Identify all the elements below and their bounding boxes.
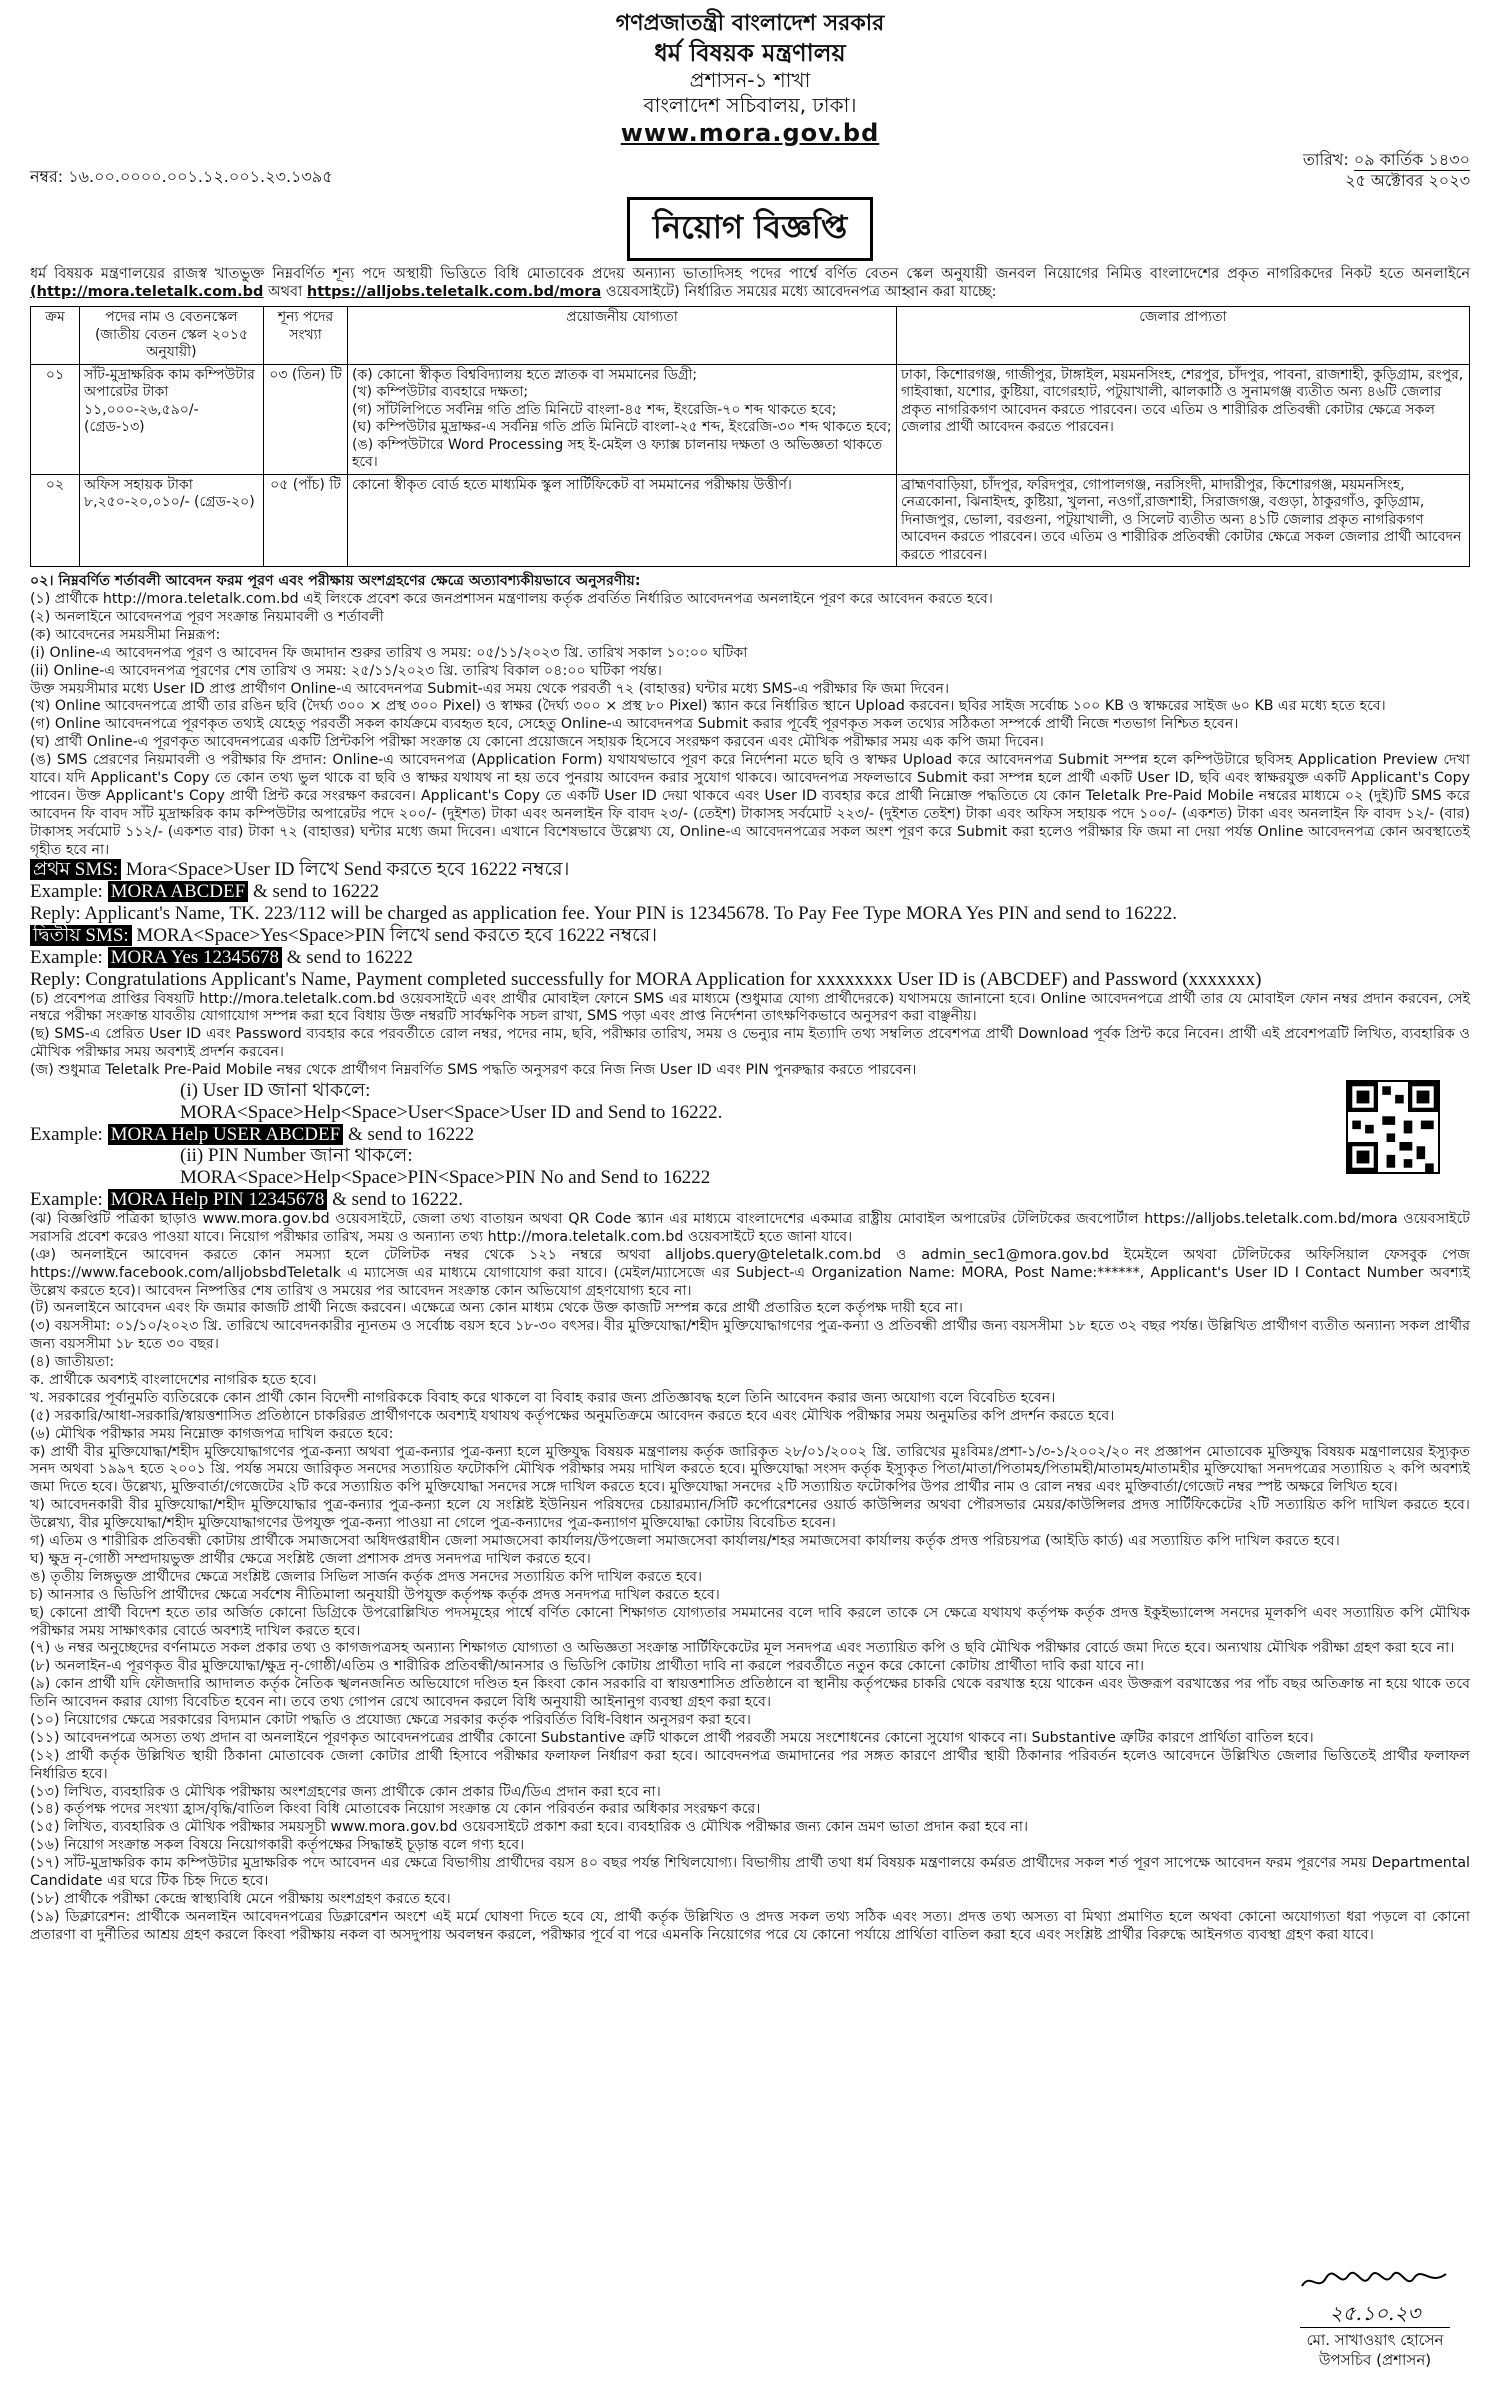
date-english: ২৫ অক্টোবর ২০২৩ (1345, 170, 1470, 190)
example-tail: & send to 16222 (347, 1123, 475, 1145)
condition-item: ছ) কোনো প্রার্থী বিদেশ হতে তার অর্জিত কোনো ডিগ্রিকে উপরোল্লিখিত পদসমূহের পার্শ্বে বর্ণিত কোনো শিক্ষাগত যোগ্যতার সমমানের বলে দাবি করলে তাকে সে ক্ষেত্রে যথাযথ কর্তৃপক্ষ কর্তৃক প্রদত্ত ইকুইভ্যালেন্স সনদের মূলকপি এবং সত্যায়িত কপি মৌখিক পরীক্ষার সময় সাক্ষাৎকার বোর্ডে অবশ্যই দাখিল করতে হবে। (30, 1604, 1470, 1639)
condition-item: (১৬) নিয়োগ সংক্রান্ত সকল বিষয়ে নিয়োগকারী কর্তৃপক্ষের সিদ্ধান্তই চূড়ান্ত বলে গণ্য হবে। (30, 1837, 525, 1854)
recovery-pin-head: (ii) PIN Number জানা থাকলে: (180, 1145, 413, 1167)
condition-item: (১) প্রার্থীকে http://mora.teletalk.com.bd এই লিংকে প্রবেশ করে জনপ্রশাসন মন্ত্রণালয় কর্তৃক প্রবর্তিত নির্ধারিত আবেদনপত্র অনলাইনে পূরণ করে আবেদন করতে হবে। (30, 591, 993, 608)
intro-tail: ওয়েবসাইটে) নির্ধারিত সময়ের মধ্যে আবেদনপত্র আহ্বান করা যাচ্ছে: (605, 284, 997, 301)
condition-item: (৮) অনলাইন-এ পূরণকৃত বীর মুক্তিযোদ্ধা/ক্ষুদ্র নৃ-গোষ্ঠী/এতিম ও শারীরিক প্রতিবন্ধী/আনসার ও ভিডিপি কোটায় প্রার্থীতা দাবি না করলে পরবর্তীতে নতুন করে কোনো কোটায় প্রার্থীতা দাবি করা যাবে না। (30, 1658, 1145, 1675)
recovery-pin-format: MORA<Space>Help<Space>PIN<Space>PIN No and Send to 16222 (180, 1167, 711, 1189)
condition-item: খ. সরকারের পূর্বানুমতি ব্যতিরেকে কোন প্রার্থী কোন বিদেশী নাগরিককে বিবাহ করে থাকলে বা বিবাহ করার জন্য প্রতিজ্ঞাবদ্ধ হলে তিনি আবেদন করার জন্য অযোগ্য বলে বিবেচিত হবেন। (30, 1389, 1056, 1406)
condition-item: খ) আবেদনকারী বীর মুক্তিযোদ্ধা/শহীদ মুক্তিযোদ্ধার পুত্র-কন্যার পুত্র-কন্যা হলে যে সংশ্লিষ্ট ইউনিয়ন পরিষদের চেয়ারম্যান/সিটি কর্পোরেশনের ওয়ার্ড কাউন্সিলর অথবা পৌরসভার মেয়র/কাউন্সিলর প্রদত্ত সার্টিফিকেটের ২টি সত্যায়িত কপি দাখিল করতে হবে। উল্লেখ্য, বীর মুক্তিযোদ্ধা/শহীদ মুক্তিযোদ্ধাগণের উপযুক্ত পুত্র-কন্যা পাওয়া না গেলে পুত্র-কন্যাদের পুত্র-কন্যাগণ মুক্তিযোদ্ধা কোটায় বিবেচিত হবেন। (30, 1497, 1470, 1532)
table-row (31, 474, 1470, 567)
section-heading: ০২। নিম্নবর্ণিত শর্তাবলী আবেদন ফরম পূরণ এবং পরীক্ষায় অংশগ্রহণের ক্ষেত্রে অত্যাবশ্যকীয়ভাবে অনুসরণীয়: (30, 573, 641, 590)
condition-item: (৭) ৬ নম্বর অনুচ্ছেদের বর্ণনামতে সকল প্রকার তথ্য ও কাগজপত্রসহ অন্যান্য শিক্ষাগত যোগ্যতা ও অভিজ্ঞতা সংক্রান্ত সার্টিফিকেটের মূল সনদপত্র এবং সত্যায়িত কপি ও ছবি মৌখিক পরীক্ষার বোর্ডে জমা দিতে হবে। অন্যথায় মৌখিক পরীক্ষা গ্রহণ করা হবে না। (30, 1640, 1455, 1657)
sms2-label: দ্বিতীয় SMS: (30, 925, 132, 946)
condition-item: (ঙ) SMS প্রেরণের নিয়মাবলী ও পরীক্ষার ফি প্রদান: Online-এ আবেদনপত্র (Application Form) যথাযথভাবে পূরণ করে নির্দেশনা মতে ছবি ও স্বাক্ষর Upload করে আবেদনপত্র Submit সম্পন্ন হলে কম্পিউটারে ছবিসহ Application Preview দেখা যাবে। যদি Applicant's Copy তে কোন তথ্য ভুল থাকে বা ছবি ও স্বাক্ষর যথাযথ না হয় তবে পুনরায় আবেদন করার সুযোগ থাকবে। আবেদনপত্র সফলভাবে Submit করা সম্পন্ন হলে প্রার্থী একটি User ID, ছবি এবং স্বাক্ষরযুক্ত একটি Applicant's Copy পাবেন। উক্ত Applicant's Copy প্রার্থী প্রিন্ট করে সংরক্ষণ করবেন। Applicant's Copy তে একটি User ID দেয়া থাকবে এবং User ID ব্যবহার করে প্রার্থী নিম্নোক্ত পদ্ধতিতে যে কোন Teletalk Pre-Paid Mobile নম্বরের মাধ্যমে ০২ (দুই)টি SMS করে আবেদন ফি বাবদ সাঁট মুদ্রাক্ষরিক কাম কম্পিউটার অপারেটর পদে ২০০/- (দুইশত) টাকা এবং অনলাইন ফি বাবদ ২৩/- (তেইশ) টাকাসহ সর্বমোট ২২৩/- (দুইশত তেইশ) টাকা এবং অফিস সহায়ক পদে ১০০/- (একশত) টাকা এবং অনলাইন ফি বাবদ ১২/- (বার) টাকাসহ সর্বমোট ১১২/- (একশত বার) টাকা ৭২ (বাহাত্তর) ঘন্টার মধ্যে জমা দিবেন। এখানে বিশেষভাবে উল্লেখ্য যে, Online-এ আবেদনপত্রের সকল অংশ পূরণ করে Submit করা হলেও পরীক্ষার ফি জমা না দেয়া পর্যন্ত Online আবেদনপত্র কোন অবস্থাতেই গৃহীত হবে না। (30, 752, 1470, 858)
signature-date: ২৫.১০.২৩ (1329, 2300, 1421, 2325)
row-districts: ঢাকা, কিশোরগঞ্জ, গাজীপুর, টাঙ্গাইল, ময়মনসিংহ, শেরপুর, চাঁদপুর, পাবনা, রাজশাহী, কুড়িগ্রাম, রংপুর, গাইবান্ধা, যশোর, কুষ্টিয়া, বাগেরহাট, পটুয়াখালী, ঝালকাঠি ও সুনামগঞ্জ ব্যতীত অন্য ৪৬টি জেলার প্রকৃত নাগরিকগণ আবেদন করতে পারবেন। তবে এতিম ও শারীরিক প্রতিবন্ধী কোটার ক্ষেত্রে সকল জেলার প্রার্থী আবেদন করতে পারবেন। (897, 364, 1470, 474)
condition-item: (ঞ) অনলাইনে আবেদন করতে কোন সমস্যা হলে টেলিটক নম্বর থেকে ১২১ নম্বরে অথবা alljobs.query@teletalk.com.bd ও admin_sec1@mora.gov.bd ইমেইলে অথবা টেলিটকের অফিসিয়াল ফেসবুক পেজ https://www.facebook.com/alljobsbdTeletalk এ ম্যাসেজ এর মাধ্যমে যোগাযোগ করা যাবে। (মেইল/ম্যাসেজে এর Subject-এ Organization Name: MORA, Post Name:******, Applicant's User ID I Contact Number অবশ্যই উল্লেখ করতে হবে)। আবেদন নিষ্পত্তির শেষ তারিখ ও সময়ের পর আবেদন সংক্রান্ত কোন অভিযোগ গ্রহণযোগ্য হবে না। (30, 1246, 1470, 1299)
recovery-pin-code: MORA Help PIN 12345678 (108, 1189, 328, 1210)
sms1-example-code: MORA ABCDEF (108, 881, 249, 902)
example-label: Example: (30, 1123, 103, 1145)
intro-link-teletalk[interactable]: (http://mora.teletalk.com.bd (30, 284, 264, 301)
signature-scribble-icon (1300, 2268, 1450, 2294)
col-count: শূন্য পদের সংখ্যা (264, 307, 348, 365)
date-label: তারিখ: (1302, 149, 1349, 169)
sms2-format: MORA<Space>Yes<Space>PIN লিখে send করতে হবে 16222 নম্বরে। (136, 924, 658, 946)
notice-page (30, 10, 1470, 2390)
sms2-example-code: MORA Yes 12345678 (108, 947, 282, 968)
sms2-example (30, 947, 1470, 969)
ministry-name: ধর্ম বিষয়ক মন্ত্রণালয় (654, 38, 846, 67)
table-row (31, 364, 1470, 474)
condition-item: (১৫) লিখিত, ব্যবহারিক ও মৌখিক পরীক্ষার সময়সূচী www.mora.gov.bd ওয়েবসাইটে প্রকাশ করা হবে। ব্যবহারিক ও মৌখিক পরীক্ষার জন্য কোন ভ্রমণ ভাতা প্রদান করা হবে না। (30, 1819, 1029, 1836)
govt-name: গণপ্রজাতন্ত্রী বাংলাদেশ সরকার (615, 11, 885, 36)
condition-item: ক) প্রার্থী বীর মুক্তিযোদ্ধা/শহীদ মুক্তিযোদ্ধাগণের পুত্র-কন্যা অথবা পুত্র-কন্যার পুত্র-কন্যা হলে মুক্তিযুদ্ধ বিষয়ক মন্ত্রণালয় কর্তৃক জারিকৃত ২৮/০১/২০০২ খ্রি. তারিখের মুঃবিমঃ/প্রশা-১/৩-১/২০০২/২০ নং প্রজ্ঞাপন মোতাবেক মুক্তিযুদ্ধ বিষয়ক মন্ত্রণালয়ের ইস্যুকৃত সনদ অথবা ১৯৯৭ হতে ২০০১ খ্রি. পর্যন্ত সময়ে জারিকৃত সনদের সত্যায়িত ফটোকপি মৌখিক পরীক্ষার সময় দাখিল করতে হবে। মুক্তিযোদ্ধা সংসদ কর্তৃক ইস্যুকৃত পিতা/মাতা/পিতামহ/পিতামহী/মাতামহ/মাতামহীর মুক্তিযোদ্ধা সনদপত্রের সত্যায়িত ২ কপি অবশ্যই জমা দিতে হবে। উল্লেখ্য, মুক্তিবার্তা/গেজেটের ২টি করে সত্যায়িত কপি মুক্তিযোদ্ধা সনদের সঙ্গে দাখিল করতে হবে। মুক্তিযোদ্ধা সনদের ২টি সত্যায়িত ফটোকপির উপর প্রার্থীর নাম ও রোল নম্বর এবং মুক্তিবার্তা/গেজেট নম্বর স্পষ্ট অক্ষরে লিখিত হবে। (30, 1443, 1470, 1496)
recovery-userid-example (30, 1124, 1470, 1146)
sms1-reply: Reply: Applicant's Name, TK. 223/112 will be charged as application fee. Your PIN is 12345678. To Pay Fee Type MORA Yes PIN and send to 16222. (30, 903, 1178, 925)
condition-item: ক. প্রার্থীকে অবশ্যই বাংলাদেশের নাগরিক হতে হবে। (30, 1372, 317, 1389)
condition-item: (১৩) লিখিত, ব্যবহারিক ও মৌখিক পরীক্ষায় অংশগ্রহণের জন্য প্রার্থীকে কোন প্রকার টিএ/ডিএ প্রদান করা হবে না। (30, 1783, 661, 1800)
condition-item: (ট) অনলাইনে আবেদন এবং ফি জমার কাজটি প্রার্থী নিজে করবেন। এক্ষেত্রে অন্য কোন মাধ্যম থেকে উক্ত কাজটি সম্পন্ন করে প্রার্থী প্রতারিত হলে কর্তৃপক্ষ দায়ী হবে না। (30, 1300, 963, 1317)
example-label: Example: (30, 881, 103, 903)
qualification-item: (গ) সাঁটলিপিতে সর্বনিম্ন গতি প্রতি মিনিটে বাংলা-৪৫ শব্দ, ইংরেজি-৭০ শব্দ থাকতে হবে; (352, 401, 837, 418)
signatory-name: মো. সাখাওয়াৎ হোসেন (1300, 2327, 1450, 2350)
condition-item: (খ) Online আবেদনপত্রে প্রার্থী তার রঙিন ছবি (দৈর্ঘ্য ৩০০ × প্রস্থ ৩০০ Pixel) ও স্বাক্ষর (দৈর্ঘ্য ৩০০ × প্রস্থ ৮০ Pixel) স্ক্যান করে নির্ধারিত স্থানে Upload করবেন। ছবির সাইজ সর্বোচ্চ ১০০ KB ও স্বাক্ষরের সাইজ ৬০ KB এর মধ্যে হতে হবে। (30, 698, 1386, 715)
condition-item: (৯) কোন প্রার্থী যদি ফৌজদারি আদালত কর্তৃক নৈতিক স্খলনজনিত অভিযোগে দণ্ডিত হন কিংবা কোন সরকারি বা স্বায়ত্তশাসিত প্রতিষ্ঠানে বা স্থানীয় কর্তৃপক্ষের চাকরি থেকে বরখাস্ত হয়ে থাকেন এবং উক্তরূপ বরখাস্তের পর পাঁচ বছর অতিক্রান্ত না হয়ে থাকে তবে তিনি আবেদন করার যোগ্য বিবেচিত হবেন না। তবে তথ্য গোপন রেখে আবেদন করলে বিধি অনুযায়ী আইনানুগ ব্যবস্থা গ্রহণ করা হবে। (30, 1676, 1470, 1711)
condition-item: (ছ) SMS-এ প্রেরিত User ID এবং Password ব্যবহার করে পরবর্তীতে রোল নম্বর, পদের নাম, ছবি, পরীক্ষার তারিখ, সময় ও ভেন্যুর নাম ইত্যাদি তথ্য সম্বলিত প্রবেশপত্র প্রার্থী Download পূর্বক প্রিন্ট করে নিবেন। প্রার্থী এই প্রবেশপত্রটি লিখিত, ব্যবহারিক ও মৌখিক পরীক্ষার সময় অবশ্যই প্রদর্শন করবেন। (30, 1026, 1470, 1061)
intro-paragraph (30, 265, 1470, 303)
condition-item: (i) Online-এ আবেদনপত্র পূরণ ও আবেদন ফি জমাদান শুরুর তারিখ ও সময়: ০৫/১১/২০২৩ খ্রি. তারিখ সকাল ১০:০০ ঘটিকা (30, 644, 748, 661)
ministry-website[interactable]: www.mora.gov.bd (620, 118, 880, 147)
recovery-userid-head: (i) User ID জানা থাকলে: (180, 1079, 371, 1101)
condition-item: (গ) Online আবেদনপত্রে পূরণকৃত তথ্যই যেহেতু পরবর্তী সকল কার্যক্রমে ব্যবহৃত হবে, সেহেতু Online-এ আবেদনপত্র Submit করার পূর্বেই পূরণকৃত সকল তথ্যের সঠিকতা সম্পর্কে প্রার্থী নিজে শতভাগ নিশ্চিত হবেন। (30, 716, 1239, 733)
col-serial: ক্রম (31, 307, 80, 365)
condition-item: (৪) জাতীয়তা: (30, 1354, 115, 1371)
sms1-format: Mora<Space>User ID লিখে Send করতে হবে 16222 নম্বরে। (125, 859, 570, 881)
condition-item: (১৮) প্রার্থীকে পরীক্ষা কেন্দ্রে স্বাস্থ্যবিধি মেনে পরীক্ষায় অংশগ্রহণ করতে হবে। (30, 1890, 451, 1907)
example-label: Example: (30, 1189, 103, 1211)
recovery-pin-example (30, 1189, 1470, 1211)
row-count: ০৫ (পাঁচ) টি (264, 474, 348, 567)
notice-title: নিয়োগ বিজ্ঞপ্তি (627, 197, 873, 261)
condition-item: উক্ত সময়সীমার মধ্যে User ID প্রাপ্ত প্রার্থীগণ Online-এ আবেদনপত্র Submit-এর সময় থেকে পরবর্তী ৭২ (বাহাত্তর) ঘন্টার মধ্যে SMS-এ পরীক্ষার ফি জমা দিবেন। (30, 680, 950, 697)
intro-link-alljobs[interactable]: https://alljobs.teletalk.com.bd/mora (306, 284, 602, 301)
recovery-instructions (30, 1080, 1470, 1211)
qualification-item: (ঘ) কম্পিউটার মুদ্রাক্ষর-এ সর্বনিম্ন গতি প্রতি মিনিটে বাংলা-২৫ শব্দ, ইংরেজি-৩০ শব্দ থাকতে হবে; (352, 419, 892, 436)
row-qualification (348, 474, 897, 567)
condition-item: (১৭) সাঁট-মুদ্রাক্ষরিক কাম কম্পিউটার মুদ্রাক্ষরিক পদে আবেদন এর ক্ষেত্রে বিভাগীয় প্রার্থীদের বয়স ৪০ বছর পর্যন্ত শিথিলযোগ্য। বিভাগীয় প্রার্থী তথা ধর্ম বিষয়ক মন্ত্রণালয়ে কর্মরত প্রার্থীদের সকল শর্ত পূরণ সাপেক্ষে আবেদন ফরম পূরণের সময় Departmental Candidate এর ঘরে টিক চিহ্ন দিতে হবে। (30, 1855, 1470, 1889)
condition-item: (ক) আবেদনের সময়সীমা নিম্নরূপ: (30, 626, 221, 643)
signature-block (1300, 2268, 1450, 2370)
recovery-userid-format: MORA<Space>Help<Space>User<Space>User ID and Send to 16222. (180, 1101, 723, 1123)
conditions-section (30, 573, 1470, 1944)
date-bangla: ০৯ কার্তিক ১৪৩০ (1353, 149, 1470, 169)
condition-item: ঘ) ক্ষুদ্র নৃ-গোষ্ঠী সম্প্রদায়ভুক্ত প্রার্থীর ক্ষেত্রে সংশ্লিষ্ট জেলা প্রশাসক প্রদত্ত সনদপত্র দাখিল করতে হবে। (30, 1550, 591, 1567)
example-tail: & send to 16222 (286, 946, 413, 968)
branch-name: প্রশাসন-১ শাখা (689, 67, 811, 92)
row-serial: ০২ (31, 474, 80, 567)
condition-item: (৩) বয়সসীমা: ০১/১০/২০২৩ খ্রি. তারিখে আবেদনকারীর ন্যূনতম ও সর্বোচ্চ বয়স হবে ১৮-৩০ বৎসর। বীর মুক্তিযোদ্ধা/শহীদ মুক্তিযোদ্ধাগণের পুত্র-কন্যা ও প্রতিবন্ধী প্রার্থীর জন্য বয়সসীমা ১৮ হতে ৩২ বছর পর্যন্ত। উল্লিখিত প্রার্থীগণ ব্যতীত অন্যান্য সকল প্রার্থীর জন্য বয়সসীমা ১৮ হতে ৩০ বছর। (30, 1318, 1470, 1353)
condition-item: (চ) প্রবেশপত্র প্রাপ্তির বিষয়টি http://mora.teletalk.com.bd ওয়েবসাইটে এবং প্রার্থীর মোবাইল ফোনে SMS এর মাধ্যমে (শুধুমাত্র যোগ্য প্রার্থীদেরকে) যথাসময়ে জানানো হবে। Online আবেদনপত্রে প্রার্থী তার যে মোবাইল ফোন নম্বর প্রদান করবেন, সেই নম্বরে পরীক্ষা সংক্রান্ত যাবতীয় যোগাযোগ সম্পন্ন করা হবে বিধায় উক্ত নম্বরটি সার্বক্ষণিক সচল রাখা, SMS পড়া এবং প্রাপ্ত নির্দেশনা তাৎক্ষণিকভাবে অনুসরণ করা বাঞ্ছনীয়। (30, 990, 1470, 1025)
condition-item: (ঘ) প্রার্থী Online-এ পূরণকৃত আবেদনপত্রের একটি প্রিন্টকপি পরীক্ষা সংক্রান্ত যে কোনো প্রয়োজনে সহায়ক হিসেবে সংরক্ষণ করবেন এবং মৌখিক পরীক্ষার সময় এক কপি জমা দিবেন। (30, 734, 1044, 751)
row-count: ০৩ (তিন) টি (264, 364, 348, 474)
signatory-designation: উপসচিব (প্রশাসন) (1318, 2350, 1432, 2369)
row-districts: ব্রাহ্মণবাড়িয়া, চাঁদপুর, ফরিদপুর, গোপালগঞ্জ, নরসিংদী, মাদারীপুর, কিশোরগঞ্জ, ময়মনসিংহ, নেত্রকোনা, ঝিনাইদহ, কুষ্টিয়া, খুলনা, নওগাঁ,রাজশাহী, সিরাজগঞ্জ, বগুড়া, ঠাকুরগাঁও, কুড়িগ্রাম, দিনাজপুর, ভোলা, বরগুনা, পটুয়াখালী, ও সিলেট ব্যতীত অন্য ৪১টি জেলার প্রকৃত নাগরিকগণ আবেদন করতে পারবেন। তবে এতিম ও শারীরিক প্রতিবন্ধী কোটার ক্ষেত্রে সকল জেলার প্রার্থী আবেদন করতে পারবেন। (897, 474, 1470, 567)
sms1-line (30, 859, 1470, 881)
condition-item: ঙ) তৃতীয় লিঙ্গভুক্ত প্রার্থীদের ক্ষেত্রে সংশ্লিষ্ট জেলার সিভিল সার্জন কর্তৃক প্রদত্ত সনদের সত্যায়িত কপি দাখিল করতে হবে। (30, 1568, 703, 1585)
condition-item: (১৪) কর্তৃপক্ষ পদের সংখ্যা হ্রাস/বৃদ্ধি/বাতিল কিংবা বিধি মোতাবেক নিয়োগ সংক্রান্ত যে কোন পরিবর্তন করার অধিকার সংরক্ষণ করে। (30, 1801, 761, 1818)
condition-item: (ii) Online-এ আবেদনপত্র পূরণের শেষ তারিখ ও সময়: ২৫/১১/২০২৩ খ্রি. তারিখ বিকাল ০৪:০০ ঘটিকা পর্যন্ত। (30, 662, 662, 679)
condition-item: (ঝ) বিজ্ঞপ্তিটি পত্রিকা ছাড়াও www.mora.gov.bd ওয়েবসাইটে, জেলা তথ্য বাতায়ন অথবা QR Code স্ক্যান এর মাধ্যমে বাংলাদেশের একমাত্র রাষ্ট্রীয় মোবাইল অপারেটর টেলিটকের জবপোর্টাল https://alljobs.teletalk.com.bd/mora ওয়েবসাইটে সরাসরি প্রবেশ করেও পাওয়া যাবে। নিয়োগ পরীক্ষার তারিখ, সময় ও অন্যান্য তথ্য http://mora.teletalk.com.bd ওয়েবসাইটে হতে জানা যাবে। (30, 1211, 1470, 1245)
row-post: অফিস সহায়ক টাকা ৮,২৫০-২০,০১০/- (গ্রেড-২০) (80, 474, 264, 567)
condition-item: (১২) প্রার্থী কর্তৃক উল্লিখিত স্থায়ী ঠিকানা মোতাবেক জেলা কোটার প্রার্থী হিসাবে পরীক্ষার ফলাফল নির্ধারণ করা হবে। আবেদনপত্র জমাদানের পর সঙ্গত কারণে প্রার্থীর স্থায়ী ঠিকানার পরিবর্তন হলেও আবেদনে উল্লিখিত জেলার ভিত্তিতেই প্রার্থীর ফলাফল নির্ধারিত হবে। (30, 1747, 1470, 1782)
condition-item: (২) অনলাইনে আবেদনপত্র পূরণ সংক্রান্ত নিয়মাবলী ও শর্তাবলী (30, 608, 384, 625)
reference-row (30, 150, 1470, 191)
row-qualification (348, 364, 897, 474)
condition-item: (১০) নিয়োগের ক্ষেত্রে সরকারের বিদ্যমান কোটা পদ্ধতি ও প্রযোজ্য ক্ষেত্রে সরকার কর্তৃক পরিবর্তিত বিধি-বিধান অনুসরণ করা হবে। (30, 1711, 751, 1728)
intro-or: অথবা (268, 284, 303, 301)
qualification-item: (খ) কম্পিউটার ব্যবহারে দক্ষতা; (352, 384, 529, 401)
office-address: বাংলাদেশ সচিবালয়, ঢাকা। (643, 92, 857, 117)
qr-code-icon[interactable] (1346, 1080, 1440, 1174)
qualification-item: (ক) কোনো স্বীকৃত বিশ্ববিদ্যালয় হতে স্নাতক বা সমমানের ডিগ্রী; (352, 366, 698, 383)
row-serial: ০১ (31, 364, 80, 474)
example-label: Example: (30, 946, 103, 968)
recovery-userid-code: MORA Help USER ABCDEF (108, 1124, 344, 1145)
condition-item: চ) আনসার ও ভিডিপি প্রার্থীদের ক্ষেত্রে সর্বশেষ নীতিমালা অনুযায়ী উপযুক্ত কর্তৃপক্ষ কর্তৃক প্রদত্ত সনদপত্র দাখিল করতে হবে। (30, 1586, 720, 1603)
intro-text: ধর্ম বিষয়ক মন্ত্রণালয়ের রাজস্ব খাতভুক্ত নিম্নবর্ণিত শূন্য পদে অস্থায়ী ভিত্তিতে বিধি মোতাবেক প্রদেয় অন্যান্য ভাতাদিসহ পদের পার্শ্বে বর্ণিত বেতন স্কেল অনুযায়ী জনবল নিয়োগের নিমিত্ত বাংলাদেশের প্রকৃত নাগরিকদের নিকট হতে অনলাইনে (30, 265, 1470, 282)
condition-item: (জ) শুধুমাত্র Teletalk Pre-Paid Mobile নম্বর থেকে প্রার্থীগণ নিম্নবর্ণিত SMS পদ্ধতি অনুসরণ করে নিজ নিজ User ID এবং PIN পুনরুদ্ধার করতে পারবেন। (30, 1062, 917, 1079)
example-tail: & send to 16222. (332, 1189, 463, 1211)
condition-item: গ) এতিম ও শারীরিক প্রতিবন্ধী কোটায় প্রার্থীকে সমাজসেবা অধিদপ্তরাধীন জেলা সমাজসেবা কার্যালয়/উপজেলা সমাজসেবা কার্যালয়/শহর সমাজসেবা কার্যালয় কর্তৃক প্রদত্ত পরিচয়পত্র (আইডি কার্ড) এর সত্যায়িত কপি দাখিল করতে হবে। (30, 1533, 1340, 1550)
sms-instructions (30, 859, 1470, 990)
sms2-reply: Reply: Congratulations Applicant's Name, Payment completed successfully for MORA Application for xxxxxxxx User ID is (ABCDEF) and Password (xxxxxxx) (30, 968, 1262, 990)
memo-number: নম্বর: ১৬.০০.০০০০.০০১.১২.০০১.২৩.১৩৯৫ (30, 166, 333, 186)
condition-item: (১৯) ডিক্লারেশন: প্রার্থীকে অনলাইন আবেদনপত্রের ডিক্লারেশন অংশে এই মর্মে ঘোষণা দিতে হবে যে, প্রার্থী কর্তৃক উল্লিখিত ও প্রদত্ত সকল তথ্য সঠিক এবং সত্য। প্রদত্ত তথ্য অসত্য বা মিথ্যা প্রমাণিত হলে অথবা কোনো অযোগ্যতা ধরা পড়লে বা কোনো প্রতারণা বা দুর্নীতির আশ্রয় গ্রহণ করলে কিংবা পরীক্ষায় নকল বা অসদুপায় অবলম্বন করলে, পরীক্ষার পূর্বে বা পরে এমনকি নিয়োগের পরে যে কোনো পর্যায়ে প্রার্থিতা বাতিল করা হবে এবং সংশ্লিষ্ট প্রার্থীর বিরুদ্ধে আইনগত ব্যবস্থা গ্রহণ করা যাবে। (30, 1908, 1470, 1943)
notice-date (1303, 150, 1470, 191)
col-districts: জেলার প্রাপ্যতা (897, 307, 1470, 365)
table-header-row (31, 307, 1470, 365)
condition-item: (১১) আবেদনপত্রে অসত্য তথ্য প্রদান বা অনলাইনে পূরণকৃত আবেদনপত্রের প্রার্থীর কোনো Substantive ত্রুটি থাকলে প্রার্থী পরবর্তী সময়ে সংশোধনের কোনো সুযোগ থাকবে না। Substantive ত্রুটির কারণে প্রার্থিতা বাতিল হবে। (30, 1729, 1314, 1746)
example-tail: & send to 16222 (252, 881, 380, 903)
vacancy-table (30, 306, 1470, 567)
col-qualification: প্রয়োজনীয় যোগ্যতা (348, 307, 897, 365)
sms2-line (30, 925, 1470, 947)
row-post: সাঁট-মুদ্রাক্ষরিক কাম কম্পিউটার অপারেটর টাকা ১১,০০০-২৬,৫৯০/- (গ্রেড-১৩) (80, 364, 264, 474)
col-post: পদের নাম ও বেতনস্কেল (জাতীয় বেতন স্কেল ২০১৫ অনুযায়ী) (80, 307, 264, 365)
qualification-item: কোনো স্বীকৃত বোর্ড হতে মাধ্যমিক স্কুল সার্টিফিকেট বা সমমানের পরীক্ষায় উত্তীর্ণ। (352, 476, 792, 493)
letterhead (30, 10, 1470, 148)
sms1-label: প্রথম SMS: (30, 859, 121, 880)
condition-item: (৬) মৌখিক পরীক্ষার সময় নিম্নোক্ত কাগজপত্র দাখিল করতে হবে: (30, 1425, 394, 1442)
sms1-example (30, 881, 1470, 903)
condition-item: (৫) সরকারি/আধা-সরকারি/স্বায়ত্তশাসিত প্রতিষ্ঠানে চাকরিরত প্রার্থীগণকে অবশ্যই যথাযথ কর্তৃপক্ষের অনুমতিক্রমে আবেদন করতে হবে এবং মৌখিক পরীক্ষার সময় অনুমতির কপি প্রদর্শন করতে হবে। (30, 1407, 1115, 1424)
qualification-item: (ঙ) কম্পিউটারে Word Processing সহ ই-মেইল ও ফ্যাক্স চালনায় দক্ষতা ও অভিজ্ঞতা থাকতে হবে। (352, 436, 883, 471)
